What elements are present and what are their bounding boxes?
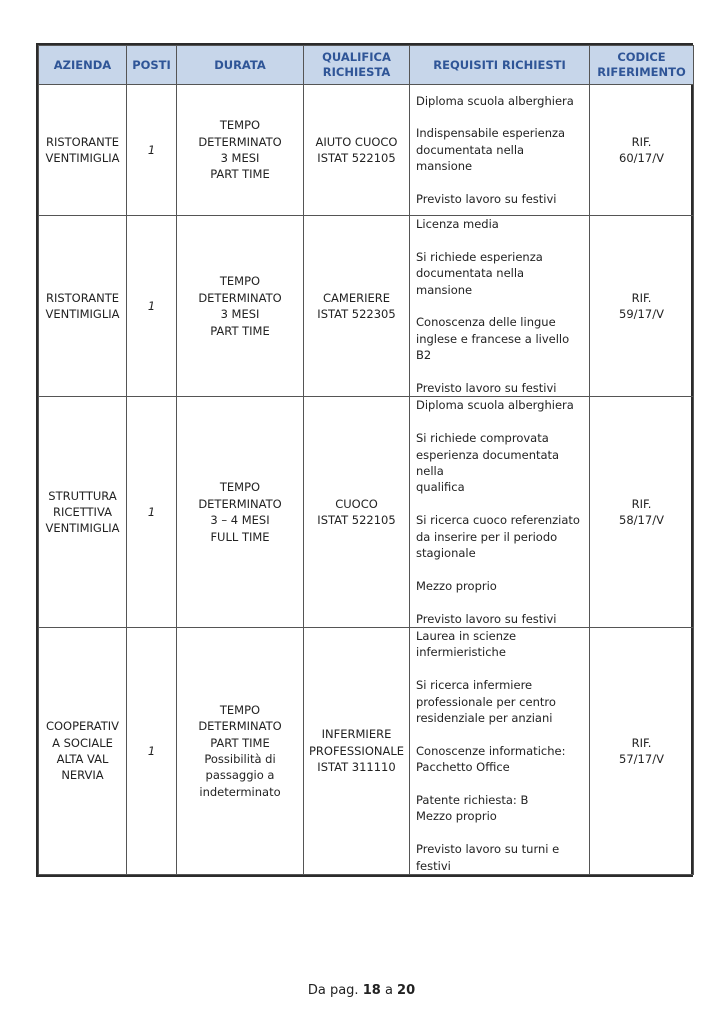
header-posti: POSTI — [127, 46, 177, 85]
requisito-line: documentata nella mansione — [416, 142, 525, 174]
header-qualifica — [304, 46, 410, 85]
qualifica-line: INFERMIERE — [321, 727, 392, 742]
requisito-line: Conoscenze informatiche: — [416, 743, 566, 758]
header-durata: DURATA — [177, 46, 304, 85]
requisito-line: Previsto lavoro su festivi — [416, 192, 557, 206]
requisito-paragraph — [416, 628, 583, 661]
qualifica-line: ISTAT 311110 — [317, 760, 396, 775]
cell-qualifica — [304, 397, 410, 628]
durata-line: indeterminato — [199, 784, 281, 799]
qualifica-line: AIUTO CUOCO — [315, 134, 398, 149]
durata-line: FULL TIME — [210, 529, 270, 544]
requisito-line: da inserire per il periodo — [416, 529, 558, 544]
cell-posti: 1 — [127, 216, 177, 397]
codice-line: 59/17/V — [619, 307, 664, 322]
cell-durata — [177, 628, 304, 875]
cell-requisiti — [410, 85, 590, 216]
requisito-paragraph — [416, 430, 583, 496]
requisito-paragraph — [416, 611, 583, 627]
qualifica-line: PROFESSIONALE — [308, 743, 405, 758]
requisito-line: stagionale — [416, 546, 476, 561]
requisito-line: Mezzo proprio — [416, 809, 497, 824]
footer-page-from: 18 — [362, 983, 381, 998]
durata-line: TEMPO — [219, 274, 261, 289]
requisito-line: qualifica — [416, 480, 465, 495]
durata-line: PART TIME — [210, 167, 270, 182]
requisito-line: documentata nella mansione — [416, 266, 525, 297]
qualifica-line: ISTAT 522105 — [317, 513, 396, 528]
header-qualifica-line-1: QUALIFICA — [322, 50, 391, 64]
durata-line: 3 MESI — [220, 307, 260, 322]
codice-line: RIF. — [631, 290, 652, 305]
table-row — [39, 85, 694, 216]
durata-line: DETERMINATO — [198, 496, 282, 511]
cell-qualifica — [304, 628, 410, 875]
table-row — [39, 216, 694, 397]
requisito-line: Laurea in scienze — [416, 629, 517, 644]
cell-qualifica — [304, 85, 410, 216]
requisito-line: festivi — [416, 858, 451, 873]
footer-middle: a — [384, 983, 393, 998]
requisito-paragraph — [416, 93, 583, 109]
requisito-line: Si ricerca cuoco referenziato — [416, 513, 580, 528]
requisito-line: Licenza media — [416, 217, 499, 231]
footer-page-to: 20 — [397, 983, 416, 998]
durata-line: 3 – 4 MESI — [210, 513, 270, 528]
cell-requisiti — [410, 216, 590, 397]
codice-line: 57/17/V — [619, 752, 664, 767]
codice-line: RIF. — [631, 735, 652, 750]
requisito-line: Previsto lavoro su festivi — [416, 611, 557, 626]
cell-durata — [177, 216, 304, 397]
azienda-line: RICETTIVA — [53, 505, 112, 520]
durata-line: PART TIME — [210, 735, 270, 750]
cell-requisiti — [410, 628, 590, 875]
requisito-line: Si ricerca infermiere — [416, 678, 533, 693]
header-azienda: AZIENDA — [39, 46, 127, 85]
requisito-line: Si richiede esperienza — [416, 249, 543, 264]
codice-line: RIF. — [631, 134, 652, 149]
header-codice-line-1: CODICE — [617, 50, 666, 64]
header-requisiti: REQUISITI RICHIESTI — [410, 46, 590, 85]
requisito-paragraph — [416, 677, 583, 726]
requisito-paragraph — [416, 743, 583, 776]
requisito-line: Previsto lavoro su turni e — [416, 842, 560, 857]
job-offers-table-wrapper — [36, 43, 693, 877]
azienda-line: A SOCIALE — [52, 735, 113, 750]
requisito-line: Mezzo proprio — [416, 578, 497, 593]
requisito-paragraph — [416, 792, 583, 825]
durata-line: TEMPO — [219, 118, 261, 133]
durata-line: Possibilità di — [204, 752, 276, 767]
qualifica-line: CAMERIERE — [323, 290, 390, 305]
requisito-line: professionale per centro — [416, 694, 556, 709]
cell-posti: 1 — [127, 397, 177, 628]
requisito-paragraph — [416, 314, 583, 363]
requisito-paragraph — [416, 512, 583, 561]
cell-azienda — [39, 216, 127, 397]
header-qualifica-line-2: RICHIESTA — [322, 65, 391, 79]
table-row — [39, 628, 694, 875]
requisito-line: Pacchetto Office — [416, 760, 510, 775]
requisito-paragraph — [416, 191, 583, 207]
azienda-line: RISTORANTE — [45, 134, 120, 149]
cell-posti: 1 — [127, 628, 177, 875]
cell-codice — [590, 397, 694, 628]
requisito-line: Diploma scuola alberghiera — [416, 398, 574, 413]
requisito-paragraph — [416, 249, 583, 298]
azienda-line: STRUTTURA — [48, 488, 117, 503]
cell-azienda — [39, 85, 127, 216]
requisito-line: Conoscenza delle lingue — [416, 315, 556, 330]
cell-durata — [177, 397, 304, 628]
azienda-line: VENTIMIGLIA — [45, 307, 120, 322]
durata-line: 3 MESI — [220, 151, 260, 165]
codice-line: RIF. — [631, 496, 652, 511]
requisito-line: Patente richiesta: B — [416, 793, 529, 808]
table-body — [39, 85, 694, 875]
table-row — [39, 397, 694, 628]
azienda-line: RISTORANTE — [45, 290, 120, 305]
cell-requisiti — [410, 397, 590, 628]
durata-line: TEMPO — [219, 702, 261, 717]
header-codice — [590, 46, 694, 85]
requisito-line: esperienza documentata nella — [416, 447, 560, 479]
qualifica-line: CUOCO — [335, 496, 378, 511]
durata-line: DETERMINATO — [198, 290, 282, 305]
durata-line: passaggio a — [205, 768, 275, 783]
requisito-paragraph — [416, 578, 583, 594]
cell-codice — [590, 85, 694, 216]
table-header-row — [39, 46, 694, 85]
requisito-line: Previsto lavoro su festivi — [416, 381, 557, 396]
azienda-line: VENTIMIGLIA — [45, 151, 120, 165]
requisito-line: Si richiede comprovata — [416, 431, 549, 446]
azienda-line: VENTIMIGLIA — [45, 521, 120, 536]
cell-azienda — [39, 628, 127, 875]
requisito-paragraph — [416, 216, 583, 232]
requisito-paragraph — [416, 397, 583, 413]
durata-line: DETERMINATO — [198, 134, 282, 149]
requisito-paragraph — [416, 380, 583, 396]
requisito-paragraph — [416, 841, 583, 874]
requisito-line: Indispensabile esperienza — [416, 126, 566, 141]
durata-line: DETERMINATO — [198, 719, 282, 734]
durata-line: PART TIME — [210, 323, 270, 338]
durata-line: TEMPO — [219, 480, 261, 495]
requisito-line: infermieristiche — [416, 645, 506, 660]
qualifica-line: ISTAT 522105 — [317, 151, 396, 165]
cell-codice — [590, 216, 694, 397]
requisito-line: Diploma scuola alberghiera — [416, 93, 574, 108]
page-footer — [0, 983, 723, 998]
codice-line: 58/17/V — [619, 513, 664, 528]
azienda-line: COOPERATIV — [45, 719, 120, 734]
azienda-line: NERVIA — [61, 768, 104, 783]
requisito-line: inglese e francese a livello B2 — [416, 331, 570, 363]
cell-codice — [590, 628, 694, 875]
cell-posti: 1 — [127, 85, 177, 216]
cell-qualifica — [304, 216, 410, 397]
cell-azienda — [39, 397, 127, 628]
footer-prefix: Da pag. — [307, 983, 359, 998]
requisito-line: residenziale per anziani — [416, 711, 553, 726]
header-codice-line-2: RIFERIMENTO — [597, 65, 686, 79]
job-offers-table — [38, 45, 694, 875]
qualifica-line: ISTAT 522305 — [317, 307, 396, 322]
codice-line: 60/17/V — [619, 151, 664, 165]
requisito-paragraph — [416, 125, 583, 174]
azienda-line: ALTA VAL — [56, 752, 109, 767]
cell-durata — [177, 85, 304, 216]
